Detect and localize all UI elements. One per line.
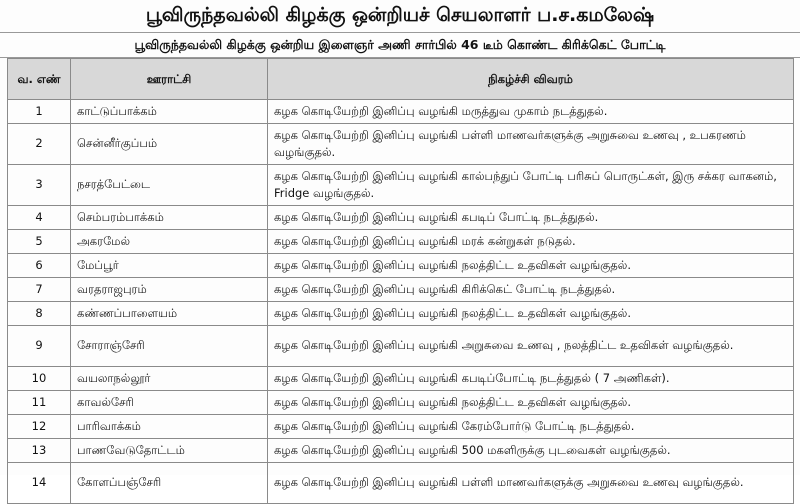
village-cell: அகரமேல் [71, 230, 268, 254]
serial-number-cell: 5 [8, 230, 71, 254]
event-cell: கழக கொடியேற்றி இனிப்பு வழங்கி மருத்துவ முகாம் நடத்துதல். [268, 100, 794, 124]
events-table [7, 58, 794, 504]
serial-number-cell: 10 [8, 367, 71, 391]
table-row [8, 124, 794, 165]
table-row [8, 439, 794, 463]
header-event-details: நிகழ்ச்சி விவரம் [268, 59, 794, 100]
village-cell: பாணவேடுதோட்டம் [71, 439, 268, 463]
village-cell: கோளப்பஞ்சேரி [71, 463, 268, 504]
table-row [8, 100, 794, 124]
event-cell: கழக கொடியேற்றி இனிப்பு வழங்கி கேரம்போர்டு போட்டி நடத்துதல். [268, 415, 794, 439]
event-cell: கழக கொடியேற்றி இனிப்பு வழங்கி 500 மகளிருக்கு புடவைகள் வழங்குதல். [268, 439, 794, 463]
village-cell: வரதராஜபுரம் [71, 278, 268, 302]
serial-number-cell: 14 [8, 463, 71, 504]
serial-number-cell: 4 [8, 206, 71, 230]
header-serial-number: வ. எண் [8, 59, 71, 100]
village-cell: கண்ணப்பாளையம் [71, 302, 268, 326]
table-row [8, 230, 794, 254]
table-row [8, 415, 794, 439]
village-cell: வயலாநல்லூர் [71, 367, 268, 391]
serial-number-cell: 3 [8, 165, 71, 206]
serial-number-cell: 6 [8, 254, 71, 278]
village-cell: பாரிவாக்கம் [71, 415, 268, 439]
serial-number-cell: 8 [8, 302, 71, 326]
table-row [8, 391, 794, 415]
table-header-row [8, 59, 794, 100]
event-cell: கழக கொடியேற்றி இனிப்பு வழங்கி நலத்திட்ட உதவிகள் வழங்குதல். [268, 391, 794, 415]
village-cell: நசரத்பேட்டை [71, 165, 268, 206]
event-cell: கழக கொடியேற்றி இனிப்பு வழங்கி கால்பந்துப் போட்டி பரிசுப் பொருட்கள், இரு சக்கர வாகனம், Fridge வழங்குதல். [268, 165, 794, 206]
event-cell: கழக கொடியேற்றி இனிப்பு வழங்கி மரக் கன்றுகள் நடுதல். [268, 230, 794, 254]
serial-number-cell: 7 [8, 278, 71, 302]
table-row [8, 302, 794, 326]
table-row [8, 278, 794, 302]
event-cell: கழக கொடியேற்றி இனிப்பு வழங்கி நலத்திட்ட உதவிகள் வழங்குதல். [268, 302, 794, 326]
village-cell: சென்னீர்குப்பம் [71, 124, 268, 165]
village-cell: சோராஞ்சேரி [71, 326, 268, 367]
serial-number-cell: 11 [8, 391, 71, 415]
table-row [8, 165, 794, 206]
serial-number-cell: 12 [8, 415, 71, 439]
header-village: ஊராட்சி [71, 59, 268, 100]
table-row [8, 254, 794, 278]
table-row [8, 463, 794, 504]
village-cell: செம்பரம்பாக்கம் [71, 206, 268, 230]
serial-number-cell: 1 [8, 100, 71, 124]
event-cell: கழக கொடியேற்றி இனிப்பு வழங்கி நலத்திட்ட உதவிகள் வழங்குதல். [268, 254, 794, 278]
event-cell: கழக கொடியேற்றி இனிப்பு வழங்கி பள்ளி மாணவர்களுக்கு அறுசுவை உணவு , உபகரணம் வழங்குதல். [268, 124, 794, 165]
village-cell: காட்டுப்பாக்கம் [71, 100, 268, 124]
serial-number-cell: 9 [8, 326, 71, 367]
village-cell: மேப்பூர் [71, 254, 268, 278]
table-row [8, 326, 794, 367]
page-title: பூவிருந்தவல்லி கிழக்கு ஒன்றியச் செயலாளர் ப.ச.கமலேஷ் [0, 0, 800, 33]
serial-number-cell: 13 [8, 439, 71, 463]
event-cell: கழக கொடியேற்றி இனிப்பு வழங்கி கிரிக்கெட் போட்டி நடத்துதல். [268, 278, 794, 302]
table-row [8, 367, 794, 391]
event-cell: கழக கொடியேற்றி இனிப்பு வழங்கி கபடிப் போட்டி நடத்துதல். [268, 206, 794, 230]
table-row [8, 206, 794, 230]
serial-number-cell: 2 [8, 124, 71, 165]
event-cell: கழக கொடியேற்றி இனிப்பு வழங்கி அறுசுவை உணவு , நலத்திட்ட உதவிகள் வழங்குதல். [268, 326, 794, 367]
event-cell: கழக கொடியேற்றி இனிப்பு வழங்கி கபடிப்போட்டி நடத்துதல் ( 7 அணிகள்). [268, 367, 794, 391]
event-cell: கழக கொடியேற்றி இனிப்பு வழங்கி பள்ளி மாணவர்களுக்கு அறுசுவை உணவு வழங்குதல். [268, 463, 794, 504]
page-subtitle: பூவிருந்தவல்லி கிழக்கு ஒன்றிய இளைஞர் அணி சார்பில் 46 டீம் கொண்ட கிரிக்கெட் போட்டி [0, 33, 800, 58]
village-cell: காவல்சேரி [71, 391, 268, 415]
